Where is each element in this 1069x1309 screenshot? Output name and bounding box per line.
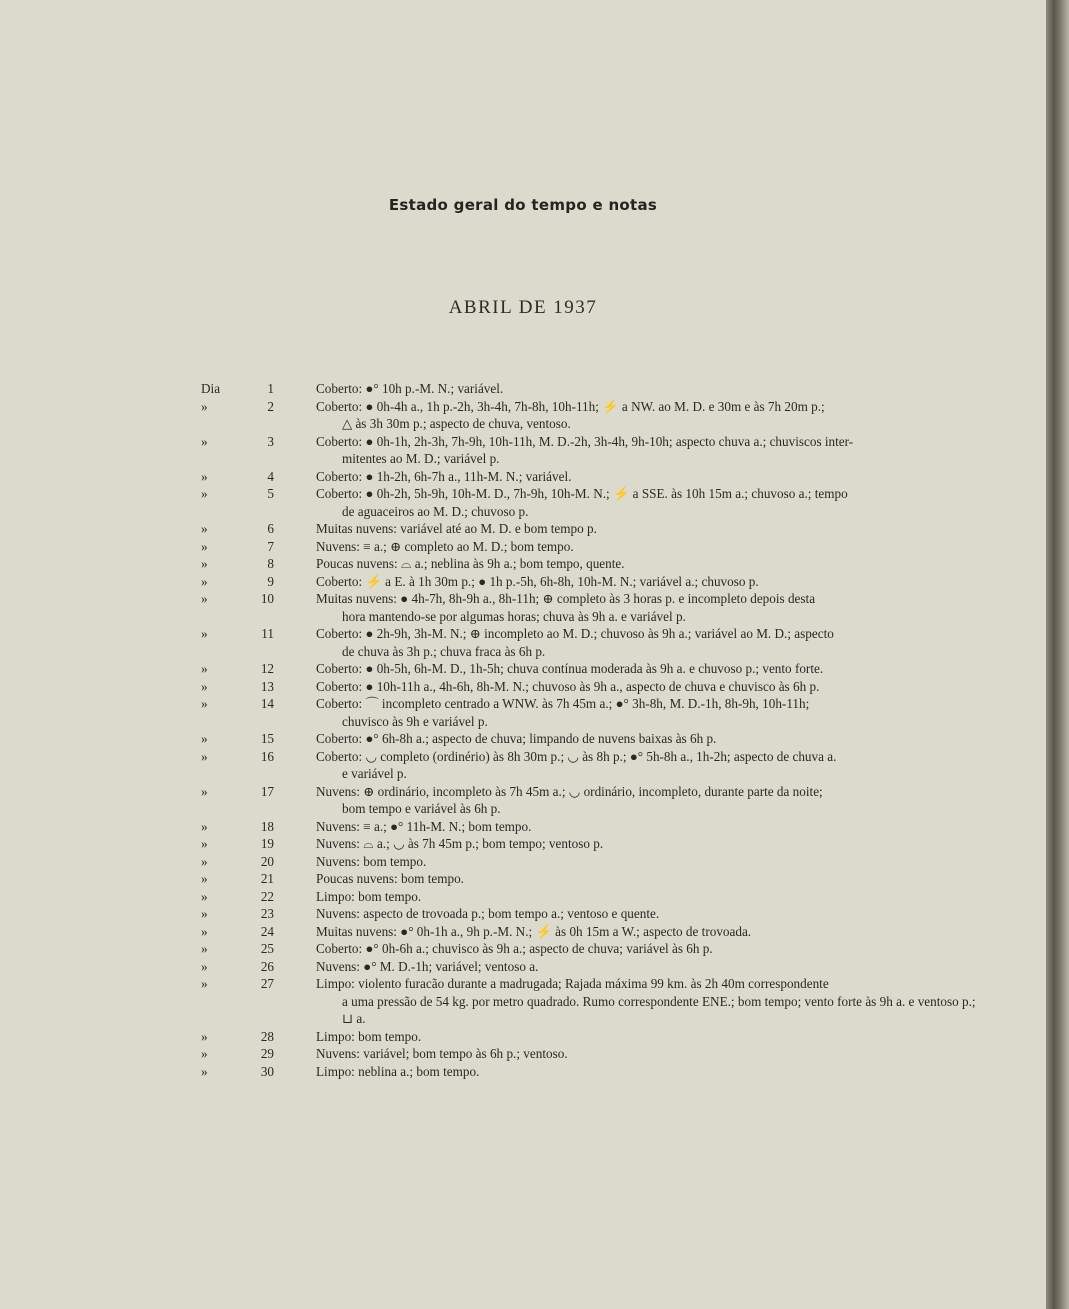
day-row [0,1045,1046,1063]
day-notes-line: Muitas nuvens: ●° 0h-1h a., 9h p.-M. N.; ⚡ às 0h 15m a W.; aspecto de trovoada. [316,923,752,939]
ditto-mark: » [201,521,208,536]
day-notes-line: Coberto: ● 0h-5h, 6h-M. D., 1h-5h; chuva contínua moderada às 9h a. e chuvoso p.; vento forte. [316,661,824,676]
ditto-mark: » [201,888,208,904]
day-notes-line: Nuvens: bom tempo. [316,853,427,869]
day-notes-continuation: bom tempo e variável às 6h p. [342,801,501,816]
day-number: 8 [267,556,274,571]
day-number: 21 [260,871,274,886]
day-number: 23 [260,906,274,921]
day-notes [316,433,981,468]
day-row [0,958,1046,976]
ditto-mark: » [201,783,208,799]
day-row [0,555,1046,573]
ditto-mark: » [201,591,208,606]
day-number: 1 [267,381,274,396]
day-row [0,468,1046,486]
day-list [0,380,1046,1080]
day-notes-continuation: e variável p. [342,766,407,781]
day-row [0,905,1046,923]
ditto-mark: » [201,486,208,501]
day-row [0,940,1046,958]
ditto-mark: » [201,678,208,694]
day-notes [316,835,981,853]
ditto-mark: » [201,871,208,886]
day-notes [316,695,981,730]
day-number: 24 [260,923,274,939]
ditto-mark: » [201,748,208,764]
ditto-mark: » [201,853,208,869]
day-notes [316,380,981,398]
ditto-mark: » [201,398,208,414]
day-row [0,835,1046,853]
day-number: 20 [260,853,274,869]
day-notes-line: Coberto: ● 0h-4h a., 1h p.-2h, 3h-4h, 7h-8h, 10h-11h; ⚡ a NW. ao M. D. e 30m e às 7h 20m p.; [316,398,825,414]
day-notes-line: Limpo: neblina a.; bom tempo. [316,1063,480,1079]
day-notes-continuation: de aguaceiros ao M. D.; chuvoso p. [342,503,529,519]
day-notes [316,1045,981,1063]
day-notes [316,783,981,818]
day-notes [316,485,981,520]
day-number: 22 [260,888,274,904]
day-notes [316,958,981,976]
day-notes [316,888,981,906]
day-row [0,853,1046,871]
day-row [0,485,1046,520]
day-notes [316,678,981,696]
day-notes-continuation: chuvisco às 9h e variável p. [342,713,488,729]
day-notes [316,590,981,625]
day-notes-line: Coberto: ● 0h-1h, 2h-3h, 7h-9h, 10h-11h, M. D.-2h, 3h-4h, 9h-10h; aspecto chuva a.; chuviscos inter- [316,433,854,449]
day-number: 28 [260,1028,274,1044]
day-number: 10 [260,591,274,606]
day-number: 15 [260,731,274,746]
day-notes [316,870,981,888]
day-notes [316,625,981,660]
day-row [0,660,1046,678]
day-notes-line: Limpo: violento furacão durante a madrugada; Rajada máxima 99 km. às 2h 40m correspondente [316,976,829,991]
day-notes-line: Nuvens: ≡ a.; ●° 11h-M. N.; bom tempo. [316,818,532,834]
day-notes [316,905,981,923]
day-row [0,398,1046,433]
day-row [0,783,1046,818]
day-number: 30 [260,1063,274,1079]
page-heading: Estado geral do tempo e notas [388,196,658,214]
day-number: 11 [261,626,274,641]
day-number: 25 [260,941,274,956]
day-notes [316,468,981,486]
day-notes [316,398,981,433]
day-row [0,975,1046,1028]
day-notes [316,730,981,748]
ditto-mark: » [201,941,208,956]
day-row [0,590,1046,625]
ditto-mark: » [201,538,208,554]
day-number: 7 [267,538,274,554]
day-notes-line: Nuvens: aspecto de trovoada p.; bom tempo a.; ventoso e quente. [316,906,660,921]
day-row [0,1063,1046,1081]
day-notes-line: Coberto: ● 2h-9h, 3h-M. N.; ⊕ incompleto ao M. D.; chuvoso às 9h a.; variável ao M. D.; aspecto [316,626,834,641]
day-notes-continuation: △ às 3h 30m p.; aspecto de chuva, ventoso. [342,416,571,431]
ditto-mark: » [201,906,208,921]
day-label: Dia [201,381,221,396]
ditto-mark: » [201,1046,208,1061]
day-notes [316,940,981,958]
day-number: 18 [260,818,274,834]
day-row [0,923,1046,941]
day-row [0,380,1046,398]
day-row [0,818,1046,836]
ditto-mark: » [201,923,208,939]
day-notes-line: Poucas nuvens: bom tempo. [316,871,464,886]
day-notes [316,520,981,538]
day-number: 16 [260,748,274,764]
day-notes-line: Nuvens: variável; bom tempo às 6h p.; ventoso. [316,1046,568,1061]
day-number: 12 [260,661,274,676]
day-notes [316,660,981,678]
ditto-mark: » [201,573,208,589]
ditto-mark: » [201,626,208,641]
day-notes-line: Coberto: ⌒ incompleto centrado a WNW. às 7h 45m a.; ●° 3h-8h, M. D.-1h, 8h-9h, 10h-11h; [316,696,810,711]
day-notes [316,555,981,573]
day-row [0,870,1046,888]
day-notes-continuation: a uma pressão de 54 kg. por metro quadrado. Rumo correspondente ENE.; bom tempo; vento forte às 9h a. e ventoso p.; ⊔ a. [342,993,976,1026]
day-notes-line: Nuvens: ●° M. D.-1h; variável; ventoso a. [316,958,539,974]
ditto-mark: » [201,468,208,484]
day-row [0,730,1046,748]
day-number: 5 [267,486,274,501]
day-row [0,695,1046,730]
day-number: 14 [260,696,274,711]
day-notes-line: Coberto: ◡ completo (ordinério) às 8h 30m p.; ◡ às 8h p.; ●° 5h-8h a., 1h-2h; aspecto de chuva a. [316,748,837,764]
ditto-mark: » [201,731,208,746]
day-number: 2 [267,398,274,414]
ditto-mark: » [201,556,208,571]
day-notes-line: Coberto: ⚡ a E. à 1h 30m p.; ● 1h p.-5h, 6h-8h, 10h-M. N.; variável a.; chuvoso p. [316,573,759,589]
day-notes-line: Coberto: ● 0h-2h, 5h-9h, 10h-M. D., 7h-9h, 10h-M. N.; ⚡ a SSE. às 10h 15m a.; chuvoso a.; tempo [316,486,848,501]
day-row [0,538,1046,556]
month-title: ABRIL DE 1937 [448,297,598,318]
ditto-mark: » [201,836,208,851]
day-notes-line: Poucas nuvens: ⌓ a.; neblina às 9h a.; bom tempo, quente. [316,556,625,571]
day-notes [316,573,981,591]
day-notes-continuation: hora mantendo-se por algumas horas; chuva às 9h a. e variável p. [342,608,686,624]
day-notes-line: Coberto: ●° 6h-8h a.; aspecto de chuva; limpando de nuvens baixas às 6h p. [316,731,717,746]
day-number: 17 [260,783,274,799]
ditto-mark: » [201,818,208,834]
day-notes [316,923,981,941]
day-notes [316,975,981,1028]
day-notes [316,538,981,556]
day-number: 4 [267,468,274,484]
ditto-mark: » [201,433,208,449]
day-number: 13 [260,678,274,694]
day-row [0,433,1046,468]
day-notes-continuation: de chuva às 3h p.; chuva fraca às 6h p. [342,643,546,659]
day-notes [316,818,981,836]
day-row [0,573,1046,591]
day-notes-line: Limpo: bom tempo. [316,1028,422,1044]
day-number: 27 [260,976,274,991]
ditto-mark: » [201,696,208,711]
ditto-mark: » [201,1063,208,1079]
day-notes-line: Coberto: ●° 0h-6h a.; chuvisco às 9h a.; aspecto de chuva; variável às 6h p. [316,941,713,956]
day-row [0,678,1046,696]
day-notes-line: Coberto: ●° 10h p.-M. N.; variável. [316,381,504,396]
day-notes [316,853,981,871]
day-notes [316,1063,981,1081]
day-notes-line: Muitas nuvens: ● 4h-7h, 8h-9h a., 8h-11h; ⊕ completo às 3 horas p. e incompleto depois desta [316,591,816,606]
day-row [0,1028,1046,1046]
ditto-mark: » [201,976,208,991]
ditto-mark: » [201,958,208,974]
day-notes [316,1028,981,1046]
day-notes-line: Nuvens: ⊕ ordinário, incompleto às 7h 45m a.; ◡ ordinário, incompleto, durante parte da noite; [316,783,823,799]
day-notes-line: Nuvens: ≡ a.; ⊕ completo ao M. D.; bom tempo. [316,538,574,554]
day-row [0,888,1046,906]
day-number: 9 [267,573,274,589]
day-notes-line: Limpo: bom tempo. [316,888,422,904]
day-notes-line: Muitas nuvens: variável até ao M. D. e bom tempo p. [316,521,597,536]
day-row [0,748,1046,783]
day-number: 26 [260,958,274,974]
day-notes-line: Nuvens: ⌓ a.; ◡ às 7h 45m p.; bom tempo; ventoso p. [316,836,604,851]
day-notes-line: Coberto: ● 10h-11h a., 4h-6h, 8h-M. N.; chuvoso às 9h a., aspecto de chuva e chuvisco às 6h p. [316,678,820,694]
book-gutter [1046,0,1069,1309]
day-row [0,625,1046,660]
day-notes-continuation: mitentes ao M. D.; variável p. [342,451,500,466]
day-number: 19 [260,836,274,851]
ditto-mark: » [201,661,208,676]
day-notes [316,748,981,783]
ditto-mark: » [201,1028,208,1044]
day-number: 6 [267,521,274,536]
day-number: 29 [260,1046,274,1061]
day-row [0,520,1046,538]
day-notes-line: Coberto: ● 1h-2h, 6h-7h a., 11h-M. N.; variável. [316,468,572,484]
day-number: 3 [267,433,274,449]
